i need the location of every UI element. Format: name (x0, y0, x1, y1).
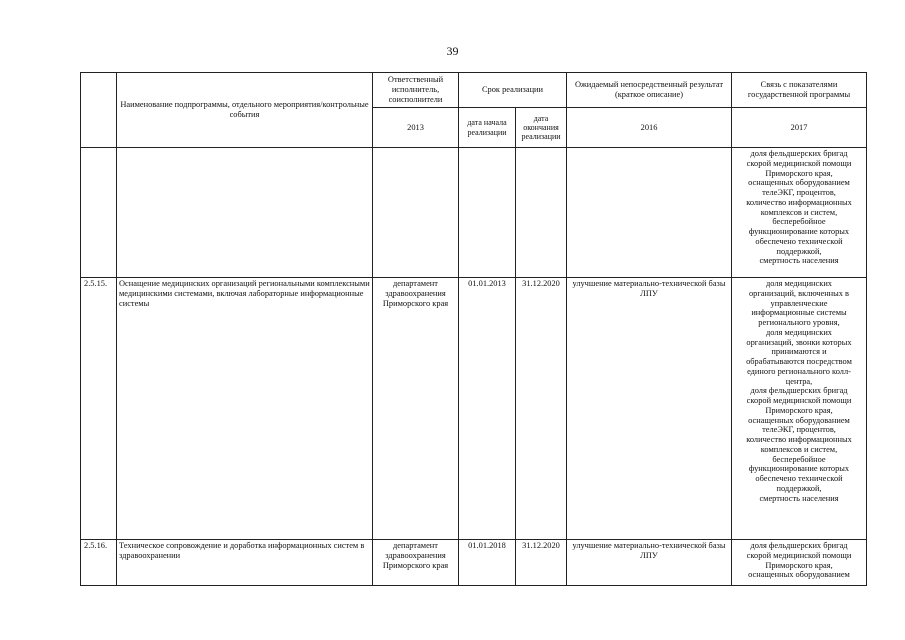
indicator-line: информационные системы (751, 308, 847, 318)
row-indicators (732, 540, 867, 586)
row-start-date (459, 148, 516, 278)
row-indicators (732, 148, 867, 278)
row-end-date (516, 148, 567, 278)
indicator-line: Приморского края, (765, 560, 833, 570)
indicator-line: обрабатываются посредством (746, 357, 852, 366)
indicator-line: единого регионального колл- (747, 366, 851, 376)
indicator-line: доля медицинских (765, 279, 832, 288)
row-start-date: 01.01.2013 (459, 278, 516, 540)
indicator-line: бесперебойное (772, 454, 826, 464)
row-end-date: 31.12.2020 (516, 540, 567, 586)
indicator-line: принимаются и (771, 347, 827, 357)
indicator-line: бесперебойное (772, 217, 826, 227)
header-result: Ожидаемый непосредственный результат (краткое описание) (567, 73, 732, 108)
header-name: Наименование подпрограммы, отдельного мероприятия/контрольные события (117, 73, 373, 148)
indicator-line: оснащенных оборудованием (748, 570, 850, 580)
header-responsible: Ответственный исполнитель, соисполнители (373, 73, 459, 108)
indicator-line: доля фельдшерских бригад (750, 149, 848, 158)
row-responsible: департамент здравоохранения Приморского края (373, 278, 459, 540)
indicator-line: доля медицинских (765, 327, 832, 337)
header-row (81, 73, 867, 108)
table-row (81, 148, 867, 278)
row-responsible (373, 148, 459, 278)
indicator-line: регионального уровня, (758, 318, 840, 327)
indicator-line: центра, (785, 376, 813, 386)
program-table (80, 72, 867, 586)
header-link-sub: 2017 (732, 108, 867, 148)
table-row (81, 540, 867, 586)
indicator-line: доля фельдшерских бригад (750, 541, 848, 550)
row-name: Техническое сопровождение и доработка информационных систем в здравоохранении (117, 540, 373, 586)
indicator-line: функционирование которых (748, 464, 850, 474)
indicator-line: обеспечено технической (755, 236, 843, 246)
header-responsible-sub: 2013 (373, 108, 459, 148)
indicator-line: смертность населения (759, 256, 839, 266)
header-period-end: дата окончания реализации (516, 108, 567, 148)
indicator-line: Приморского края, (765, 168, 833, 178)
indicator-line: Приморского края, (765, 405, 833, 415)
indicator-line: скорой медицинской помощи (746, 550, 852, 560)
indicator-line: скорой медицинской помощи (746, 158, 852, 168)
indicator-line: скорой медицинской помощи (746, 396, 852, 405)
table-row (81, 278, 867, 540)
indicator-line: оснащенных оборудованием (748, 178, 850, 188)
header-period: Срок реализации (459, 73, 567, 108)
header-num-cell (81, 73, 117, 148)
row-start-date: 01.01.2018 (459, 540, 516, 586)
indicator-line: поддержкой, (776, 246, 822, 256)
page-number: 39 (446, 44, 459, 58)
indicator-line: функционирование которых (748, 227, 850, 236)
indicator-line: смертность населения (759, 493, 839, 503)
indicator-line: поддержкой, (776, 483, 822, 493)
row-indicators (732, 278, 867, 540)
row-end-date: 31.12.2020 (516, 278, 567, 540)
row-number: 2.5.16. (81, 540, 117, 586)
indicator-line: количество информационных (746, 435, 852, 444)
row-result: улучшение материально-технической базы ЛПУ (567, 278, 732, 540)
header-period-start: дата начала реализации (459, 108, 516, 148)
indicator-line: комплексов и систем, (760, 207, 838, 217)
indicator-line: комплексов и систем, (760, 444, 838, 454)
row-name (117, 148, 373, 278)
header-link: Связь с показателями государственной программы (732, 73, 867, 108)
row-result: улучшение материально-технической базы ЛПУ (567, 540, 732, 586)
indicator-line: количество информационных (746, 197, 852, 207)
indicator-line: организаций, звонки которых (746, 337, 852, 347)
row-result (567, 148, 732, 278)
row-number (81, 148, 117, 278)
indicator-line: управленческие (770, 298, 828, 308)
row-name: Оснащение медицинских организаций региональными комплексными медицинскими системами, включая лабораторные информационные системы (117, 278, 373, 540)
indicator-line: оснащенных оборудованием (748, 415, 850, 425)
header-result-sub: 2016 (567, 108, 732, 148)
indicator-line: обеспечено технической (755, 474, 843, 483)
indicator-line: организаций, включенных в (748, 288, 850, 298)
row-responsible: департамент здравоохранения Приморского края (373, 540, 459, 586)
indicator-line: доля фельдшерских бригад (750, 386, 848, 396)
row-number: 2.5.15. (81, 278, 117, 540)
indicator-line: телеЭКГ, процентов, (762, 425, 836, 435)
indicator-line: телеЭКГ, процентов, (762, 188, 836, 197)
